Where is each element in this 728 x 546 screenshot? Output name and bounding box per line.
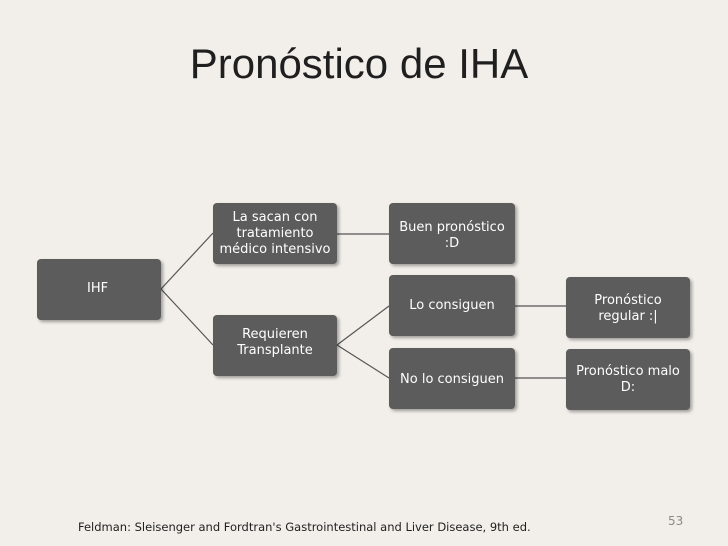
connector-requieren-consiguen [337,306,389,345]
citation-text: Feldman: Sleisenger and Fordtran's Gastrointestinal and Liver Disease, 9th ed. [78,520,531,534]
node-good-prognosis [389,203,515,264]
node-transplant-label: Requieren Transplante [237,327,313,358]
node-regular-prognosis-label: Pronóstico regular :| [594,293,662,324]
slide-title [0,40,728,88]
node-achieved-label: Lo consiguen [409,297,495,313]
node-ihf-label: IHF [87,281,109,296]
node-medical-treatment-label: La sacan con tratamiento médico intensivo [219,210,331,257]
node-medical-treatment [213,203,337,264]
slide-title-text: Pronóstico de IHA [189,40,529,87]
node-regular-prognosis [566,277,690,338]
connector-ihf-requieren [161,289,213,345]
connector-requieren-noconsiguen [337,345,389,378]
node-transplant [213,315,337,376]
node-good-prognosis-label: Buen pronóstico :D [399,220,505,251]
node-not-achieved-label: No lo consiguen [400,371,504,387]
node-achieved [389,275,515,336]
connector-ihf-sacan [161,233,213,289]
node-not-achieved [389,348,515,409]
page-number: 53 [668,514,684,528]
node-bad-prognosis [566,349,690,410]
node-bad-prognosis-label: Pronóstico malo D: [576,364,680,395]
node-ihf [37,259,161,320]
